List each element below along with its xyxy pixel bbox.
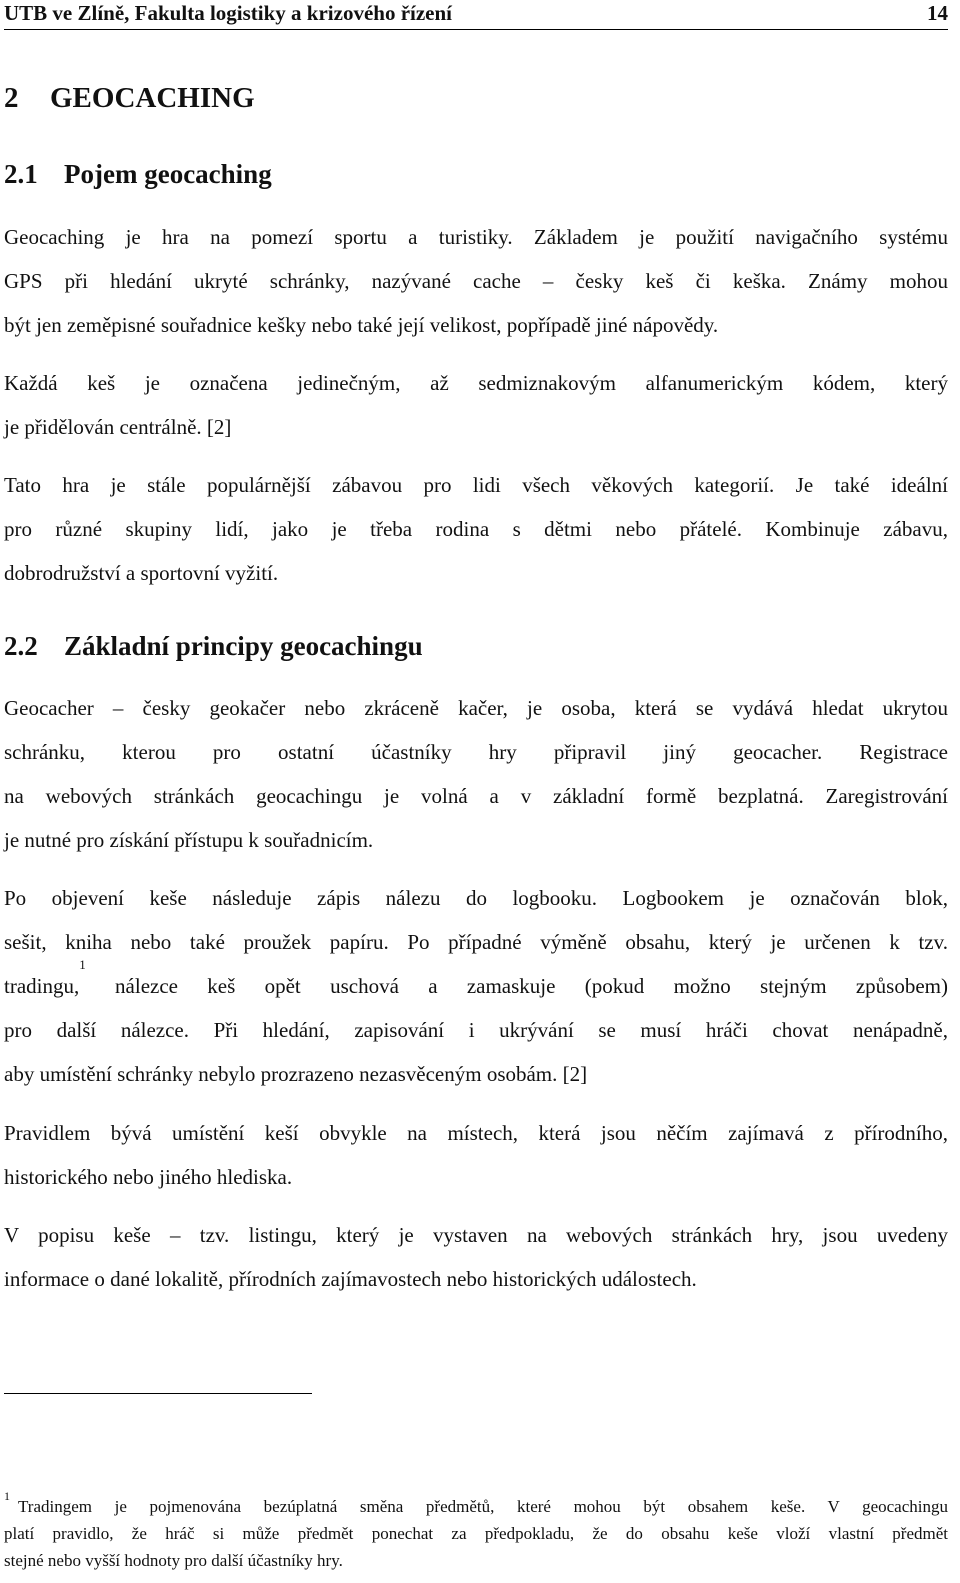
paragraph-3 [4, 463, 948, 595]
chapter-title: GEOCACHING [50, 82, 255, 114]
section-heading-2-1 [4, 158, 272, 190]
footnote-separator [4, 1393, 312, 1394]
footnote-mark: 1 [4, 1489, 10, 1503]
chapter-number: 2 [4, 82, 19, 114]
chapter-heading [4, 82, 255, 114]
paragraph-line: pro další nálezce. Při hledání, zapisování i ukrývání se musí hráči chovat nenápadně, [4, 1018, 948, 1042]
footnote-reference[interactable]: 1 [79, 957, 86, 972]
paragraph-1 [4, 215, 948, 347]
section-number: 2.2 [4, 631, 38, 661]
paragraph-line: je přidělován centrálně. [2] [4, 415, 232, 439]
footnote-text: Tradingem je pojmenována bezúplatná směna předmětů, které mohou být obsahem keše. V geocachingu [18, 1497, 948, 1516]
header-title: UTB ve Zlíně, Fakulta logistiky a krizového řízení [4, 1, 453, 25]
text-fragment: tradingu, [4, 974, 80, 998]
paragraph-5 [4, 876, 948, 1096]
footnote [4, 1489, 948, 1574]
paragraph-line: na webových stránkách geocachingu je volná a v základní formě bezplatná. Zaregistrování [4, 784, 948, 808]
paragraph-line: Po objevení keše následuje zápis nálezu do logbooku. Logbookem je označován blok, [4, 886, 948, 910]
paragraph-line: Každá keš je označena jedinečným, až sedmiznakovým alfanumerickým kódem, který [4, 371, 948, 395]
paragraph-line: GPS při hledání ukryté schránky, nazývané cache – česky keš či keška. Známy mohou [4, 269, 948, 293]
paragraph-line: Geocaching je hra na pomezí sportu a turistiky. Základem je použití navigačního systému [4, 225, 948, 249]
paragraph-line: být jen zeměpisné souřadnice kešky nebo také její velikost, popřípadě jiné nápovědy. [4, 313, 719, 337]
paragraph-line: je nutné pro získání přístupu k souřadnicím. [4, 828, 374, 852]
paragraph-7 [4, 1213, 948, 1301]
paragraph-line-with-footnote [4, 957, 948, 1008]
paragraph-line: sešit, kniha nebo také proužek papíru. Po případné výměně obsahu, který je určenen k tzv. [4, 930, 948, 954]
paragraph-6 [4, 1111, 948, 1199]
section-title: Pojem geocaching [64, 159, 272, 189]
paragraph-2 [4, 361, 948, 449]
section-title: Základní principy geocachingu [64, 631, 423, 661]
text-fragment: nálezce keš opět uschová a zamaskuje (pokud možno stejným způsobem) [85, 974, 948, 998]
page-number: 14 [927, 1, 948, 25]
paragraph-line: schránku, kterou pro ostatní účastníky hry připravil jiný geocacher. Registrace [4, 740, 948, 764]
footnote-line: platí pravidlo, že hráč si může předmět ponechat za předpokladu, že do obsahu keše vloží vlastní předmět [4, 1524, 948, 1543]
footnote-line [4, 1489, 948, 1520]
paragraph-line: Geocacher – česky geokačer nebo zkráceně kačer, je osoba, která se vydává hledat ukrytou [4, 696, 948, 720]
paragraph-line: pro různé skupiny lidí, jako je třeba rodina s dětmi nebo přátelé. Kombinuje zábavu, [4, 517, 948, 541]
paragraph-line: Tato hra je stále populárnější zábavou pro lidi všech věkových kategorií. Je také ideální [4, 473, 948, 497]
running-header [4, 0, 948, 28]
paragraph-line: Pravidlem bývá umístění keší obvykle na místech, která jsou něčím zajímavá z přírodního, [4, 1121, 948, 1145]
header-divider [4, 29, 948, 30]
section-heading-2-2 [4, 630, 423, 662]
paragraph-4 [4, 686, 948, 862]
footnote-line: stejné nebo vyšší hodnoty pro další účastníky hry. [4, 1551, 343, 1570]
paragraph-line: dobrodružství a sportovní vyžití. [4, 561, 279, 585]
paragraph-line: aby umístění schránky nebylo prozrazeno nezasvěceným osobám. [2] [4, 1062, 588, 1086]
paragraph-line: historického nebo jiného hlediska. [4, 1165, 293, 1189]
paragraph-line: V popisu keše – tzv. listingu, který je vystaven na webových stránkách hry, jsou uvedeny [4, 1223, 948, 1247]
section-number: 2.1 [4, 159, 38, 189]
paragraph-line: informace o dané lokalitě, přírodních zajímavostech nebo historických událostech. [4, 1267, 697, 1291]
